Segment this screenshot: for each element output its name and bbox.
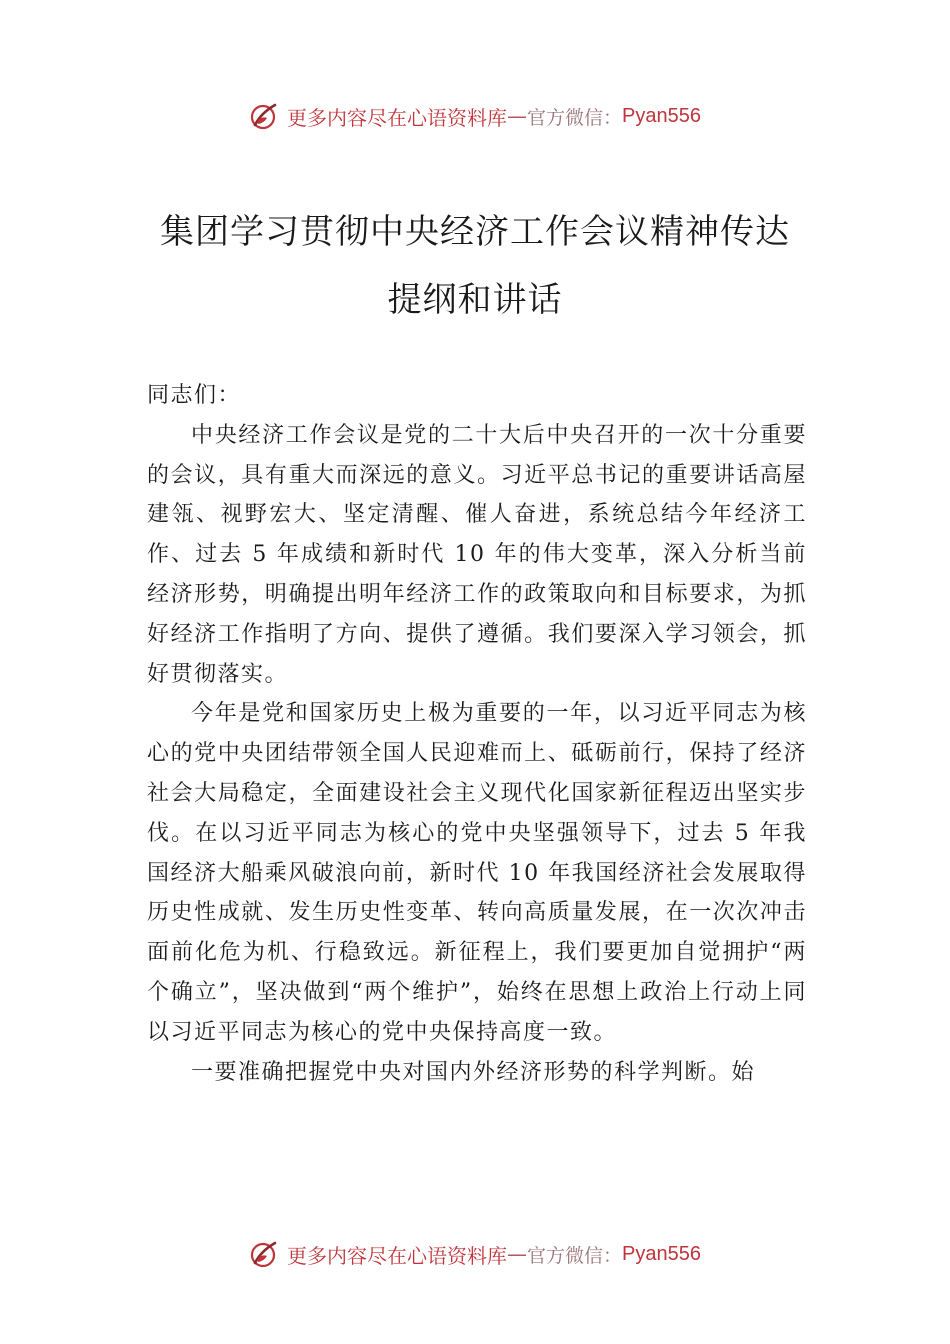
watermark-text: 更多内容尽在心语资料库	[287, 105, 507, 130]
watermark-wechat-label: 官方微信：	[527, 106, 623, 129]
watermark-text: 更多内容尽在心语资料库	[287, 1243, 507, 1268]
watermark-wechat-id: Pyan556	[622, 104, 701, 127]
footer-watermark	[0, 1234, 950, 1274]
salutation: 同志们：	[147, 383, 242, 408]
brush-logo-icon	[249, 101, 279, 131]
header-watermark	[0, 96, 950, 136]
document-title-line-1: 集团学习贯彻中央经济工作会议精神传达	[160, 212, 790, 252]
document-body	[147, 376, 807, 1092]
watermark-separator: —	[507, 1242, 527, 1266]
document-title-line-2: 提纲和讲话	[387, 280, 563, 320]
watermark-wechat-id: Pyan556	[622, 1242, 701, 1265]
brush-logo-icon	[249, 1239, 279, 1269]
watermark-separator: —	[507, 104, 527, 128]
paragraph: 中央经济工作会议是党的二十大后中央召开的一次十分重要的会议，具有重大而深远的意义。习近平总书记的重要讲话高屋建瓴、视野宏大、坚定清醒、催人奋进，系统总结今年经济工作、过去 5 年成绩和新时代 10 年的伟大变革，深入分析当前经济形势，明确提出明年经济工作的政策取向和目标要求，为抓好经济工作指明了方向、提供了遵循。我们要深入学习领会，抓好贯彻落实。	[147, 422, 807, 687]
paragraph: 一要准确把握党中央对国内外经济形势的科学判断。始	[191, 1059, 756, 1085]
paragraph: 今年是党和国家历史上极为重要的一年，以习近平同志为核心的党中央团结带领全国人民迎难而上、砥砺前行，保持了经济社会大局稳定，全面建设社会主义现代化国家新征程迈出坚实步伐。在以习近平同志为核心的党中央坚强领导下，过去 5 年我国经济大船乘风破浪向前，新时代 10 年我国经济社会发展取得历史性成就、发生历史性变革、转向高质量发展，在一次次冲击面前化危为机、行稳致远。新征程上，我们要更加自觉拥护“两个确立”，坚决做到“两个维护”，始终在思想上政治上行动上同以习近平同志为核心的党中央保持高度一致。	[147, 701, 807, 1045]
watermark-wechat-label: 官方微信：	[527, 1244, 623, 1267]
